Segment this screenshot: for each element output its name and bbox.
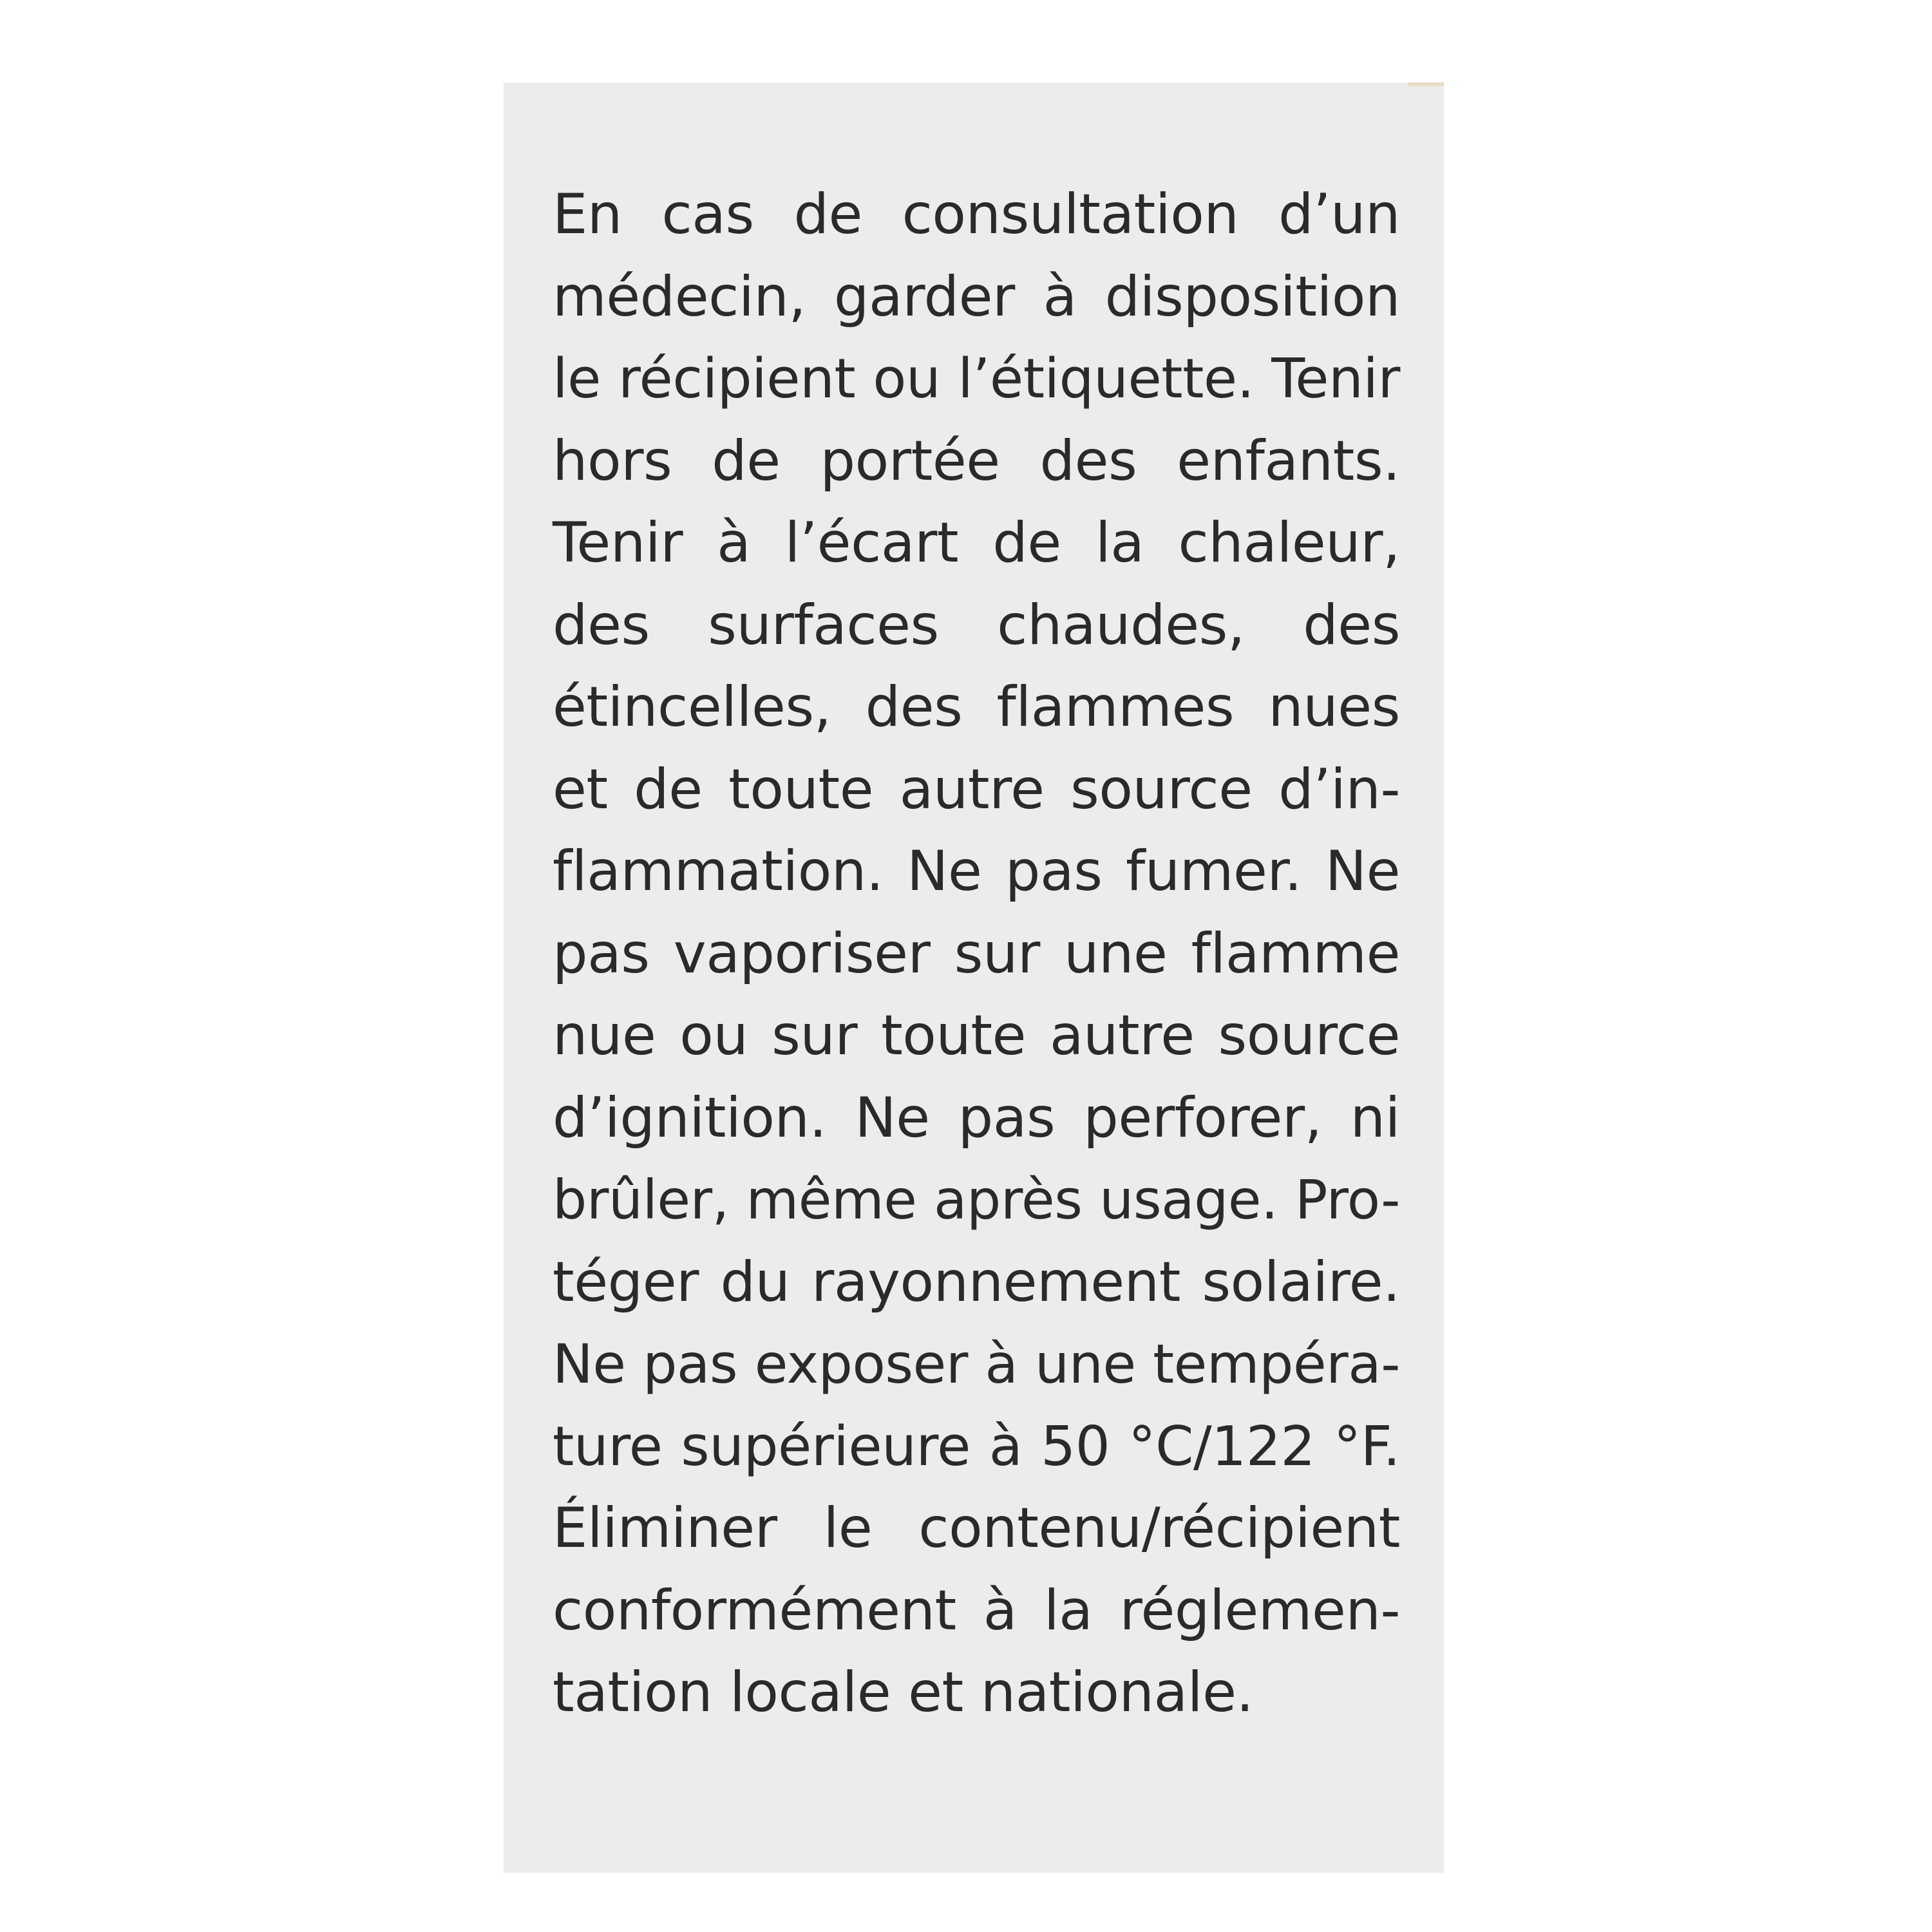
text-line: Tenir à l’écart de la chaleur, — [553, 511, 1400, 575]
label-panel — [504, 82, 1444, 1873]
text-line: hors de portée des enfants. — [553, 428, 1400, 493]
text-line: médecin, garder à disposition — [553, 264, 1400, 329]
text-line: brûler, même après usage. Pro- — [553, 1168, 1400, 1231]
text-line: le récipient ou l’étiquette. Tenir — [553, 347, 1400, 411]
text-line: tation locale et nationale. — [553, 1660, 1254, 1725]
text-line: d’ignition. Ne pas perforer, ni — [553, 1085, 1400, 1150]
text-line: Éliminer le contenu/récipient — [553, 1496, 1400, 1560]
text-line: nue ou sur toute autre source — [553, 1003, 1400, 1068]
text-line: étincelles, des flammes nues — [553, 675, 1400, 739]
text-line: ture supérieure à 50 °C/122 °F. — [553, 1414, 1400, 1479]
text-line: et de toute autre source d’in- — [553, 757, 1400, 822]
text-line: pas vaporiser sur une flamme — [553, 921, 1400, 986]
text-line: téger du rayonnement solaire. — [553, 1249, 1400, 1314]
text-line: En cas de consultation d’un — [553, 182, 1400, 247]
text-line: flammation. Ne pas fumer. Ne — [553, 839, 1400, 904]
text-line: des surfaces chaudes, des — [553, 592, 1400, 658]
safety-instructions-text — [553, 174, 1400, 1734]
text-line: conformément à la réglemen- — [553, 1578, 1400, 1643]
text-line: Ne pas exposer à une tempéra- — [553, 1332, 1400, 1396]
